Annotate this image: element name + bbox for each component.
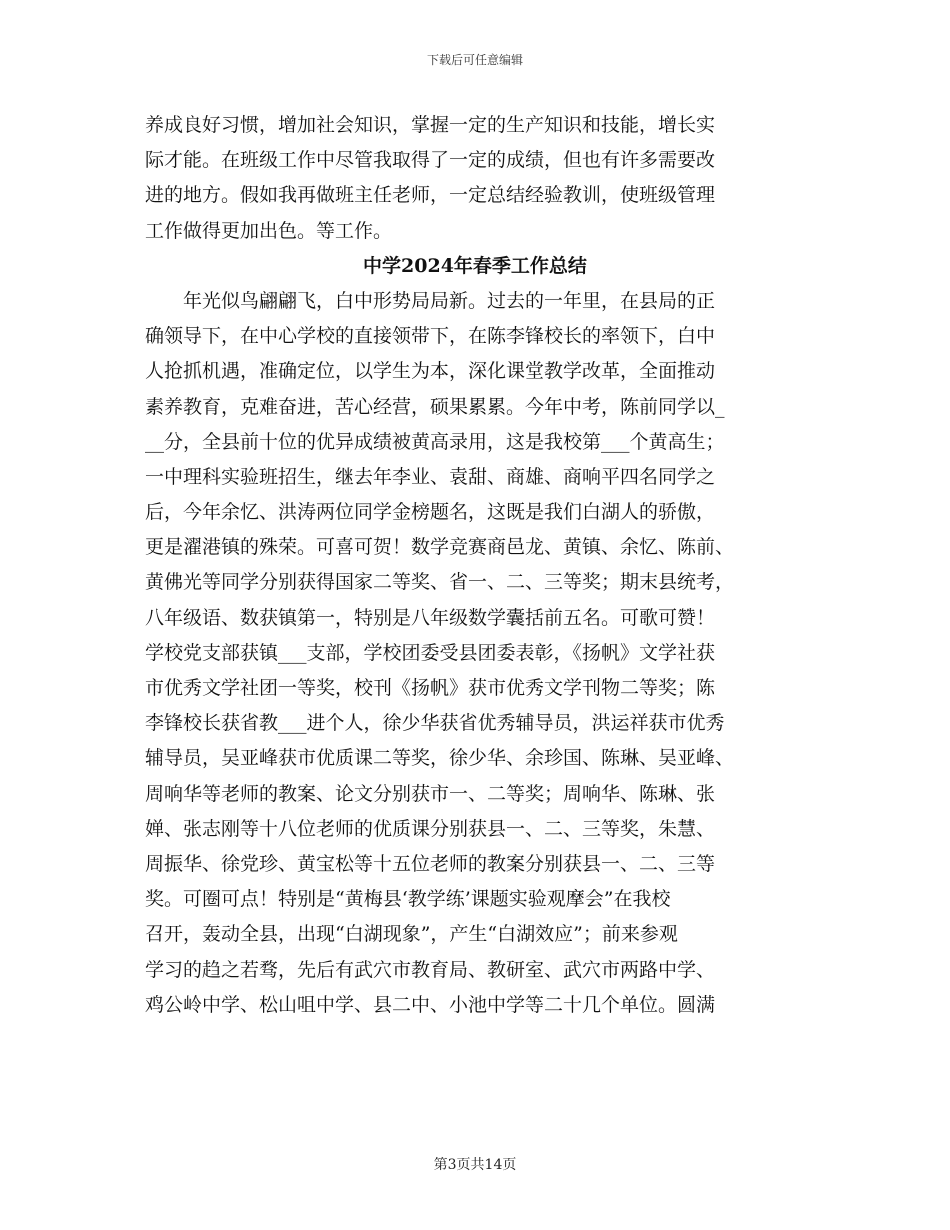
body-line [0,777,950,812]
body-line-text: 更是濯港镇的殊荣。可喜可贺！数学竞赛商邑龙、黄镇、余忆、陈前、 [145,536,735,559]
body-line-text: 一中理科实验班招生，继去年李业、袁甜、商雄、商响平四名同学之 [145,465,716,488]
body-line [0,636,950,671]
body-line [0,847,950,882]
body-line [0,671,950,706]
body-line-text: 际才能。在班级工作中尽管我取得了一定的成绩，但也有许多需要改 [145,149,716,172]
body-line [0,390,950,425]
section-title-text: 中学2024年春季工作总结 [363,254,587,277]
body-line [0,214,950,249]
body-line [0,354,950,389]
body-line [0,495,950,530]
body-line [0,917,950,952]
page-number: 第3页共14页 [433,1157,517,1173]
body-line-text: 召开，轰动全县，出现“白湖现象”，产生“白湖效应”；前来参观 [145,923,678,946]
document-body [0,108,950,1023]
body-line-text: 学校党支部获镇___支部，学校团委受县团委表彰，《扬帆》文学社获 [145,641,716,664]
page-header: 下载后可任意编辑 [426,53,523,67]
body-line-text: 周振华、徐党珍、黄宝松等十五位老师的教案分别获县一、二、三等 [145,852,716,875]
body-line-text: 人抢抓机遇，准确定位，以学生为本，深化课堂教学改革，全面推动 [145,360,716,383]
body-line-text: 市优秀文学社团一等奖，校刊《扬帆》获市优秀文学刊物二等奖；陈 [145,677,716,699]
body-line-text: 周响华等老师的教案、论文分别获市一、二等奖；周响华、陈琳、张 [145,782,716,805]
body-line-text: 素养教育，克难奋进，苦心经营，硕果累累。今年中考，陈前同学以_ [145,395,725,418]
body-line [0,988,950,1023]
body-line [0,601,950,636]
body-line-text: 进的地方。假如我再做班主任老师，一定总结经验教训，使班级管理 [145,184,716,207]
body-line-text: __分，全县前十位的优异成绩被黄高录用，这是我校第___个黄高生； [145,430,725,453]
body-line-text: 黄佛光等同学分别获得国家二等奖、省一、二、三等奖；期末县统考， [145,571,735,594]
body-line-text: 李锋校长获省教___进个人，徐少华获省优秀辅导员，洪运祥获市优秀 [145,712,725,735]
body-line-text: 养成良好习惯，增加社会知识，掌握一定的生产知识和技能，增长实 [145,114,716,136]
body-line-text: 确领导下，在中心学校的直接领带下，在陈李锋校长的率领下，白中 [145,325,716,348]
body-line [0,178,950,213]
body-line-text: 学习的趋之若骛，先后有武穴市教育局、教研室、武穴市两路中学、 [145,958,716,981]
body-line [0,425,950,460]
body-line [0,953,950,988]
body-line [0,319,950,354]
body-line [0,108,950,143]
body-line-text: 八年级语、数获镇第一，特别是八年级数学囊括前五名。可歌可赞！ [145,606,716,629]
body-line [0,741,950,776]
body-line [0,530,950,565]
body-line-text: 年光似鸟翩翩飞，白中形势局局新。过去的一年里，在县局的正 [145,289,716,312]
body-line-text: 后，今年余忆、洪涛两位同学金榜题名，这既是我们白湖人的骄傲， [145,501,716,524]
body-line [0,812,950,847]
body-line-text: 婵、张志刚等十八位老师的优质课分别获县一、二、三等奖，朱慧、 [145,817,716,840]
body-line [0,143,950,178]
body-line-text: 奖。可圈可点！特别是“黄梅县‘教学练’课题实验观摩会”在我校 [145,888,671,911]
body-line [0,706,950,741]
section-title [0,249,950,284]
body-line-text: 辅导员，吴亚峰获市优质课二等奖，徐少华、余珍国、陈琳、吴亚峰、 [145,747,735,770]
body-line-text: 工作做得更加出色。等工作。 [145,219,393,242]
body-line [0,460,950,495]
body-line-text: 鸡公岭中学、松山咀中学、县二中、小池中学等二十几个单位。圆满 [145,993,716,1016]
body-line [0,284,950,319]
body-line [0,565,950,600]
body-line [0,882,950,917]
